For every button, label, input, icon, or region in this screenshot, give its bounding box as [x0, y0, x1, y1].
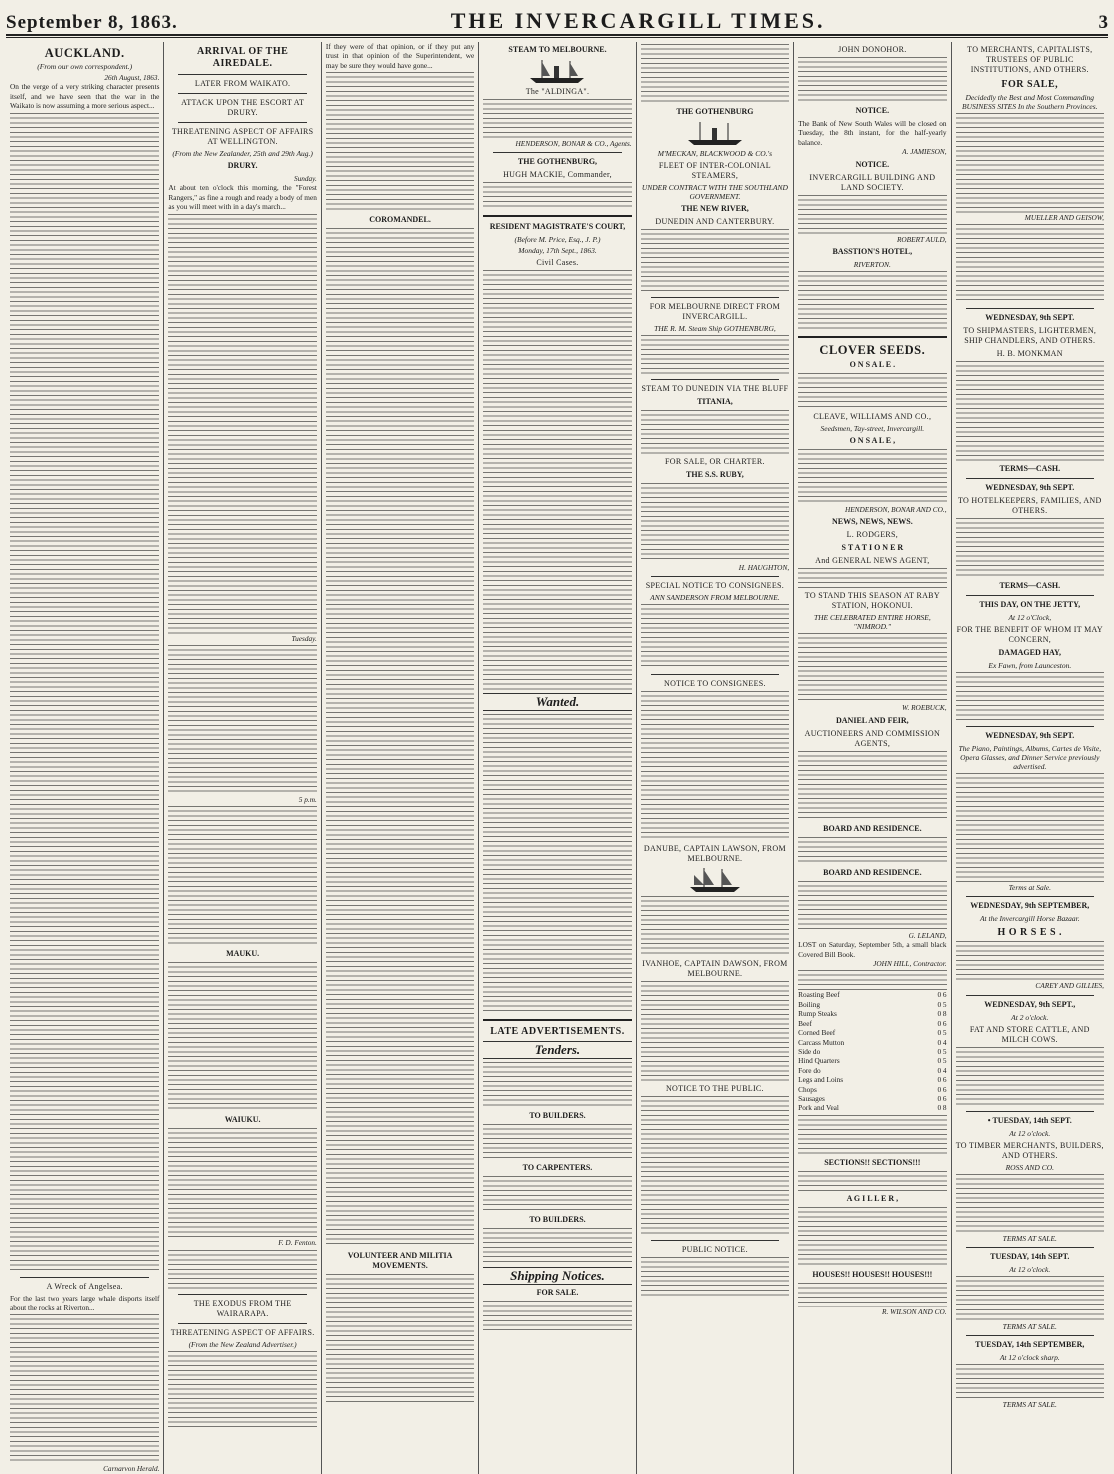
divider: [483, 1019, 631, 1021]
ivanhoe-heading: IVANHOE, CAPTAIN DAWSON, FROM MELBOURNE.: [642, 959, 788, 979]
wanted-banner: Wanted.: [483, 693, 631, 711]
fenton-signature: F. D. Fenton.: [278, 1238, 317, 1248]
steam-dunedin-heading: STEAM TO DUNEDIN VIA THE BLUFF: [641, 384, 789, 393]
steam-ad-continued: [641, 44, 789, 104]
sunday-dateline: Sunday.: [293, 174, 317, 183]
divider: [966, 478, 1094, 479]
giller-text: [798, 1207, 946, 1267]
melbourne-direct-text: [641, 335, 789, 375]
nimrod-heading: THE CELEBRATED ENTIRE HORSE, "NIMROD.": [813, 613, 931, 632]
basstion-heading: BASSTION'S HOTEL,: [832, 247, 913, 257]
price-row: [798, 990, 946, 999]
mueller-ads: [956, 224, 1104, 304]
tenders-ads: [483, 1062, 631, 1108]
price-row: [798, 1019, 946, 1028]
horses-heading: H O R S E S .: [997, 927, 1063, 939]
aldinga-text: [483, 99, 631, 139]
board2-text: [798, 881, 946, 931]
shipmasters-text: [956, 361, 1104, 461]
danube-text: [641, 896, 789, 956]
hotelkeepers-text: [956, 518, 1104, 578]
terms-cash2: TERMS—CASH.: [999, 581, 1061, 591]
consignees-heading: NOTICE TO CONSIGNEES.: [664, 679, 766, 689]
price-row: [798, 1094, 946, 1103]
cattle-text: [956, 1047, 1104, 1107]
dunedin-line: DUNEDIN AND CANTERBURY.: [655, 217, 775, 226]
wanted-ads: [483, 714, 631, 1014]
hotelkeepers-heading: TO HOTELKEEPERS, FAMILIES, AND OTHERS.: [957, 496, 1102, 516]
column-6: [793, 42, 950, 1474]
sections-text: [798, 1171, 946, 1191]
article-signature: Carnarvon Herald.: [103, 1464, 160, 1474]
price-value: 0 6: [937, 1075, 947, 1085]
timber-heading: TO TIMBER MERCHANTS, BUILDERS, AND OTHERS.: [955, 1140, 1104, 1160]
airedale-heading: ARRIVAL OF THE AIREDALE.: [196, 46, 289, 69]
price-row: [798, 1047, 946, 1056]
price-value: 0 4: [937, 1065, 947, 1075]
noon2-line: At 12 o'clock.: [1009, 1128, 1051, 1138]
price-row: [798, 1056, 946, 1065]
news-text: [798, 568, 946, 588]
ex-fawn-line: Ex Fawn, from Launceston.: [988, 661, 1072, 671]
divider: [798, 336, 946, 338]
business-sites-line: Decidedly the Best and Most Commanding BUSINESS SITES In the Southern Provinces.: [962, 93, 1098, 111]
noon-line: At 12 o'Clock,: [1008, 613, 1052, 623]
tuesday2-text: [956, 1276, 1104, 1322]
ivanhoe-text: [641, 981, 789, 1081]
divider: [651, 576, 779, 577]
news-agent-line: And GENERAL NEWS AGENT,: [815, 556, 930, 566]
price-value: 0 6: [937, 990, 947, 1000]
donohor-text: [798, 57, 946, 103]
horses-text: [956, 941, 1104, 981]
for-sale-heading: FOR SALE,: [1001, 79, 1059, 90]
pianos-text: [956, 773, 1104, 883]
price-row: [798, 1038, 946, 1047]
wreck-heading: A Wreck of Angelsea.: [46, 1281, 123, 1291]
price-value: 0 6: [937, 1093, 947, 1103]
column-7: [951, 42, 1108, 1474]
tuesday-article: [168, 645, 316, 795]
fleet-heading: FLEET OF INTER-COLONIAL STEAMERS,: [658, 161, 771, 180]
cleave-name: CLEAVE, WILLIAMS AND CO.,: [813, 412, 932, 422]
price-item: Roasting Beef: [798, 990, 840, 1000]
exodus-heading: THE EXODUS FROM THE WAIRARAPA.: [193, 1298, 292, 1318]
volunteer-heading: VOLUNTEER AND MILITIA MOVEMENTS.: [347, 1251, 453, 1271]
sailing-ship-icon: [684, 867, 746, 893]
divider: [178, 122, 306, 123]
ross-name: ROSS AND CO.: [1005, 1162, 1054, 1172]
builders-ad: [483, 1124, 631, 1160]
continued-article: If they were of that opinion, or if they put any trust in that opinion of the Superintendent, we may be sure they would have gone...: [326, 42, 474, 212]
houses-heading: HOUSES!! HOUSES!! HOUSES!!!: [812, 1269, 933, 1279]
danube-heading: DANUBE, CAPTAIN LAWSON, FROM MELBOURNE.: [643, 844, 786, 864]
cattle-heading: FAT AND STORE CATTLE, AND MILCH COWS.: [969, 1024, 1090, 1044]
titania-name: TITANIA,: [697, 397, 733, 406]
price-row: [798, 1009, 946, 1018]
pm-dateline: 5 p.m.: [298, 795, 317, 805]
divider: [966, 595, 1094, 596]
price-item: Beef: [798, 1018, 812, 1028]
builders2-ad: [483, 1228, 631, 1264]
shipmasters-heading: TO SHIPMASTERS, LIGHTERMEN, SHIP CHANDLERS, AND OTHERS.: [963, 326, 1097, 346]
price-row: [798, 1066, 946, 1075]
for-sale-charter: FOR SALE, OR CHARTER.: [665, 457, 765, 466]
aldinga-name: The "ALDINGA".: [525, 87, 590, 96]
henderson-signature: HENDERSON, BONAR AND CO.,: [844, 505, 947, 515]
wednesday5-heading: WEDNESDAY, 9th SEPT.,: [984, 999, 1076, 1009]
notice-public-text: [641, 1096, 789, 1236]
consignees-text: [641, 691, 789, 841]
noon3-line: At 12 o'clock.: [1009, 1264, 1051, 1274]
bank-notice: The Bank of New South Wales will be closed on Tuesday, the 8th instant, for the half-yearly balance.: [798, 119, 947, 147]
drury-article: At about ten o'clock this morning, the "Forest Rangers," as fine a rough and ready a body of men as you will meet with in a day's march...: [168, 183, 316, 633]
auckland-byline: (From our own correspondent.): [37, 62, 133, 71]
divider: [651, 297, 779, 298]
mauku-heading: MAUKU.: [226, 949, 260, 959]
carpenters-ad: [483, 1176, 631, 1212]
article-source: (From the New Zealander, 25th and 29th Aug.): [172, 149, 313, 158]
on-sale-heading: O N S A L E .: [849, 360, 896, 370]
divider: [966, 308, 1094, 309]
price-item: Side do: [798, 1046, 821, 1056]
price-row: [798, 1028, 946, 1037]
wellington-subheading: THREATENING ASPECT OF AFFAIRS AT WELLINGTON.: [171, 127, 314, 146]
tuesday3-text: [956, 1364, 1104, 1400]
board2-heading: BOARD AND RESIDENCE.: [823, 867, 922, 877]
for-sale-heading: FOR SALE.: [536, 1288, 579, 1298]
tenders-banner: Tenders.: [483, 1041, 631, 1059]
steam-melbourne-heading: STEAM TO MELBOURNE.: [508, 45, 607, 54]
tuesday2-heading: TUESDAY, 14th SEPT.: [990, 1251, 1070, 1261]
waiuku-heading: WAIUKU.: [224, 1115, 261, 1125]
civil-cases-heading: Civil Cases.: [536, 258, 579, 268]
auctioneers-text: [798, 751, 946, 821]
bazaar-line: At the Invercargill Horse Bazaar.: [979, 914, 1080, 924]
price-value: 0 4: [937, 1037, 947, 1047]
haughton-signature: H. HAUGHTON,: [738, 563, 790, 572]
coromandel-heading: COROMANDEL.: [369, 215, 431, 225]
column-2: [163, 42, 320, 1474]
nimrod-text: [798, 633, 946, 703]
shipping-banner: Shipping Notices.: [483, 1267, 631, 1285]
price-item: Hind Quarters: [798, 1056, 840, 1066]
wednesday2-heading: WEDNESDAY, 9th SEPT.: [985, 483, 1075, 493]
builders2-heading: TO BUILDERS.: [529, 1215, 586, 1225]
tuesday1-heading: • TUESDAY, 14th SEPT.: [987, 1115, 1072, 1125]
court-reports: [483, 270, 631, 690]
news-heading: NEWS, NEWS, NEWS.: [832, 517, 913, 527]
threat-heading: THREATENING ASPECT OF AFFAIRS.: [170, 1327, 315, 1337]
agents-line: M'MECKAN, BLACKWOOD & CO.'s: [657, 149, 773, 158]
price-row: [798, 1085, 946, 1094]
clover-heading: CLOVER SEEDS.: [819, 343, 926, 358]
divider: [651, 1240, 779, 1241]
terms-sale1: Terms at Sale.: [1008, 883, 1051, 893]
tuesday-dateline: Tuesday.: [291, 633, 317, 643]
builders-heading: TO BUILDERS.: [529, 1111, 586, 1121]
damaged-hay-heading: DAMAGED HAY,: [998, 648, 1062, 658]
steam-ship-name: THE R. M. Steam Ship GOTHENBURG,: [654, 324, 776, 333]
waikato-subheading: LATER FROM WAIKATO.: [194, 79, 291, 88]
price-value: 0 8: [937, 1009, 947, 1019]
butcher-intro: [798, 970, 946, 990]
drury-heading: DRURY.: [227, 161, 258, 170]
gothenburg2-heading: THE GOTHENBURG: [676, 107, 754, 116]
roebuck-signature: W. ROEBUCK,: [902, 703, 947, 713]
terms-sale4: TERMS AT SALE.: [1002, 1399, 1057, 1409]
divider: [483, 215, 631, 217]
clover-text: [798, 373, 946, 409]
price-value: 0 6: [937, 1084, 947, 1094]
auckland-dateline: 26th August, 1863.: [104, 73, 160, 82]
column-1: [6, 42, 163, 1474]
for-sale-ad: [483, 1301, 631, 1331]
price-item: Carcass Mutton: [798, 1037, 845, 1047]
price-item: Chops: [798, 1084, 817, 1094]
volunteer-article: [326, 1274, 474, 1404]
masthead-rule: [6, 37, 1108, 38]
escort-subheading: ATTACK UPON THE ESCORT AT DRURY.: [181, 98, 305, 117]
threat-article: [168, 1351, 316, 1431]
sections-heading: SECTIONS!! SECTIONS!!!: [824, 1157, 921, 1167]
benefit-heading: FOR THE BENEFIT OF WHOM IT MAY CONCERN,: [956, 625, 1103, 645]
divider: [966, 896, 1094, 897]
mueller-signature: MUELLER AND GEISOW,: [1024, 213, 1104, 222]
price-value: 0 6: [937, 1018, 947, 1028]
giller-heading: A G I L L E R ,: [846, 1193, 899, 1203]
at-one-line: At 2 o'clock.: [1011, 1012, 1049, 1022]
price-value: 0 5: [937, 999, 947, 1009]
steamship-icon: [526, 58, 588, 84]
price-row: [798, 1075, 946, 1084]
waiuku-article: [168, 1128, 316, 1238]
price-item: Sausages: [798, 1093, 825, 1103]
price-item: Corned Beef: [798, 1028, 836, 1038]
divider: [966, 1335, 1094, 1336]
stationer-heading: S T A T I O N E R: [841, 543, 904, 553]
rodgers-name: L. RODGERS,: [846, 530, 899, 540]
page-number: 3: [1098, 12, 1108, 33]
gothenburg-text: [483, 182, 631, 210]
titania-text: [641, 410, 789, 454]
price-item: Pork and Veal: [798, 1103, 839, 1113]
on-sale2-text: [798, 449, 946, 505]
price-item: Rump Steaks: [798, 1009, 837, 1019]
damaged-hay-text: [956, 672, 1104, 722]
wednesday3-heading: WEDNESDAY, 9th SEPT.: [985, 731, 1075, 741]
divider: [178, 93, 306, 94]
column-5: [636, 42, 793, 1474]
divider: [651, 674, 779, 675]
divider: [178, 1323, 306, 1324]
carpenters-heading: TO CARPENTERS.: [522, 1163, 593, 1173]
noon4-line: At 12 o'clock sharp.: [999, 1352, 1060, 1362]
timber-text: [956, 1174, 1104, 1234]
price-list: [798, 990, 946, 1112]
divider: [966, 726, 1094, 727]
tuesday3-heading: TUESDAY, 14th SEPTEMBER,: [975, 1339, 1085, 1349]
notice2-heading: NOTICE.: [855, 159, 890, 169]
public-notice-heading: PUBLIC NOTICE.: [681, 1245, 748, 1255]
price-item: Legs and Loins: [798, 1075, 844, 1085]
court-sub: (Before M. Price, Esq., J. P.): [514, 235, 601, 245]
newspaper-title: THE INVERCARGILL TIMES.: [450, 8, 826, 33]
monkman-name: H. B. MONKMAN: [996, 349, 1063, 359]
society-heading: INVERCARGILL BUILDING AND LAND SOCIETY.: [809, 172, 936, 192]
melbourne-direct-heading: FOR MELBOURNE DIRECT FROM INVERCARGILL.: [649, 302, 781, 321]
riverton-line: RIVERTON.: [853, 260, 891, 270]
price-value: 0 5: [937, 1028, 947, 1038]
basstion-text: [798, 271, 946, 331]
special-notice-heading: SPECIAL NOTICE TO CONSIGNEES.: [645, 581, 785, 591]
lost-notice: LOST on Saturday, September 5th, a small black Covered Bill Book.: [798, 940, 947, 959]
auld-signature: ROBERT AULD,: [896, 234, 947, 244]
gothenburg-heading: THE GOTHENBURG,: [517, 157, 598, 167]
price-value: 0 5: [937, 1046, 947, 1056]
board1-text: [798, 837, 946, 865]
merchants-heading: TO MERCHANTS, CAPITALISTS, TRUSTEES OF PUBLIC INSTITUTIONS, AND OTHERS.: [967, 45, 1093, 74]
divider: [966, 995, 1094, 996]
ruby-text: [641, 483, 789, 563]
daniel-feir-heading: DANIEL AND FEIR,: [836, 715, 909, 725]
price-value: 0 8: [937, 1103, 947, 1113]
gothenburg-captain: HUGH MACKIE, Commander,: [503, 170, 612, 180]
contract-line: UNDER CONTRACT WITH THE SOUTHLAND GOVERNMENT.: [641, 183, 788, 201]
late-ads-heading: LATE ADVERTISEMENTS.: [490, 1026, 625, 1038]
aldinga-agents: HENDERSON, BONAR & CO., Agents.: [515, 139, 632, 148]
masthead: [6, 6, 1108, 36]
column-4: [478, 42, 635, 1474]
issue-date: September 8, 1863.: [6, 12, 178, 33]
donohor-heading: JOHN DONOHOR.: [838, 45, 907, 54]
jamieson-signature: A. JAMIESON,: [902, 147, 947, 157]
terms-sale3: TERMS AT SALE.: [1002, 1321, 1057, 1331]
threat-source: (From the New Zealand Advertiser.): [188, 1339, 297, 1349]
column-3: [321, 42, 478, 1474]
houses-text: [798, 1283, 946, 1307]
price-row: [798, 1103, 946, 1112]
carey-signature: CAREY AND GILLIES,: [1035, 981, 1104, 991]
price-item: Boiling: [798, 999, 821, 1009]
price-value: 0 5: [937, 1056, 947, 1066]
notice-public-heading: NOTICE TO THE PUBLIC.: [665, 1084, 764, 1094]
special-notice-text: [641, 604, 789, 670]
divider: [178, 74, 306, 75]
pm-article: [168, 806, 316, 946]
divider: [966, 1111, 1094, 1112]
board1-heading: BOARD AND RESIDENCE.: [823, 823, 922, 833]
notice1-heading: NOTICE.: [855, 106, 890, 115]
columns: [6, 42, 1108, 1474]
gothenburg-notice: [641, 229, 789, 293]
ann-sanderson-line: ANN SANDERSON FROM MELBOURNE.: [650, 593, 780, 603]
ruby-name: THE S.S. RUBY,: [686, 470, 744, 479]
pianos-line: The Piano, Paintings, Albums, Cartes de Visite, Opera Glasses, and Dinner Service previously advertised.: [958, 744, 1102, 772]
wednesday1-heading: WEDNESDAY, 9th SEPT.: [985, 313, 1075, 323]
stand-heading: TO STAND THIS SEASON AT RABY STATION, HOKONUI.: [804, 591, 940, 611]
divider: [493, 152, 621, 153]
butcher-footer: [798, 1115, 946, 1155]
hill-signature: JOHN HILL, Contractor.: [873, 959, 947, 969]
court-date: Monday, 17th Sept., 1863.: [518, 246, 597, 256]
steamship-icon: [684, 120, 746, 146]
price-row: [798, 1000, 946, 1009]
business-sites-text: [956, 113, 1104, 213]
society-text: [798, 195, 946, 235]
this-day-heading: THIS DAY, ON THE JETTY,: [979, 600, 1081, 610]
coromandel-article: [326, 228, 474, 1248]
seedsmen-line: Seedsmen, Tay-street, Invercargill.: [820, 424, 925, 434]
auckland-article: On the verge of a very striking character presents itself, and we have seen that the war in the Waikato is now assuming a more serious aspect...: [10, 82, 159, 1272]
public-notice-text: [641, 1257, 789, 1297]
divider: [178, 1294, 306, 1295]
wilson-signature: R. WILSON AND CO.: [882, 1306, 947, 1316]
new-river-heading: THE NEW RIVER,: [681, 204, 749, 213]
on-sale2-heading: O N S A L E ,: [849, 436, 896, 446]
court-heading: RESIDENT MAGISTRATE'S COURT,: [489, 222, 626, 232]
auckland-heading: AUCKLAND.: [44, 46, 125, 60]
mauku-article: [168, 962, 316, 1112]
terms-cash1: TERMS—CASH.: [999, 464, 1061, 474]
terms-sale2: TERMS AT SALE.: [1002, 1233, 1057, 1243]
leland-signature: G. LELAND,: [908, 930, 947, 940]
divider: [966, 1247, 1094, 1248]
divider: [651, 379, 779, 380]
wreck-article: For the last two years large whale disports itself about the rocks at Riverton...: [10, 1294, 159, 1465]
wednesday4-heading: WEDNESDAY, 9th SEPTEMBER,: [970, 901, 1090, 911]
auctioneers-line: AUCTIONEERS AND COMMISSION AGENTS,: [804, 728, 941, 748]
waiuku-article-end: [168, 1250, 316, 1290]
price-item: Fore do: [798, 1065, 821, 1075]
divider: [20, 1277, 149, 1278]
